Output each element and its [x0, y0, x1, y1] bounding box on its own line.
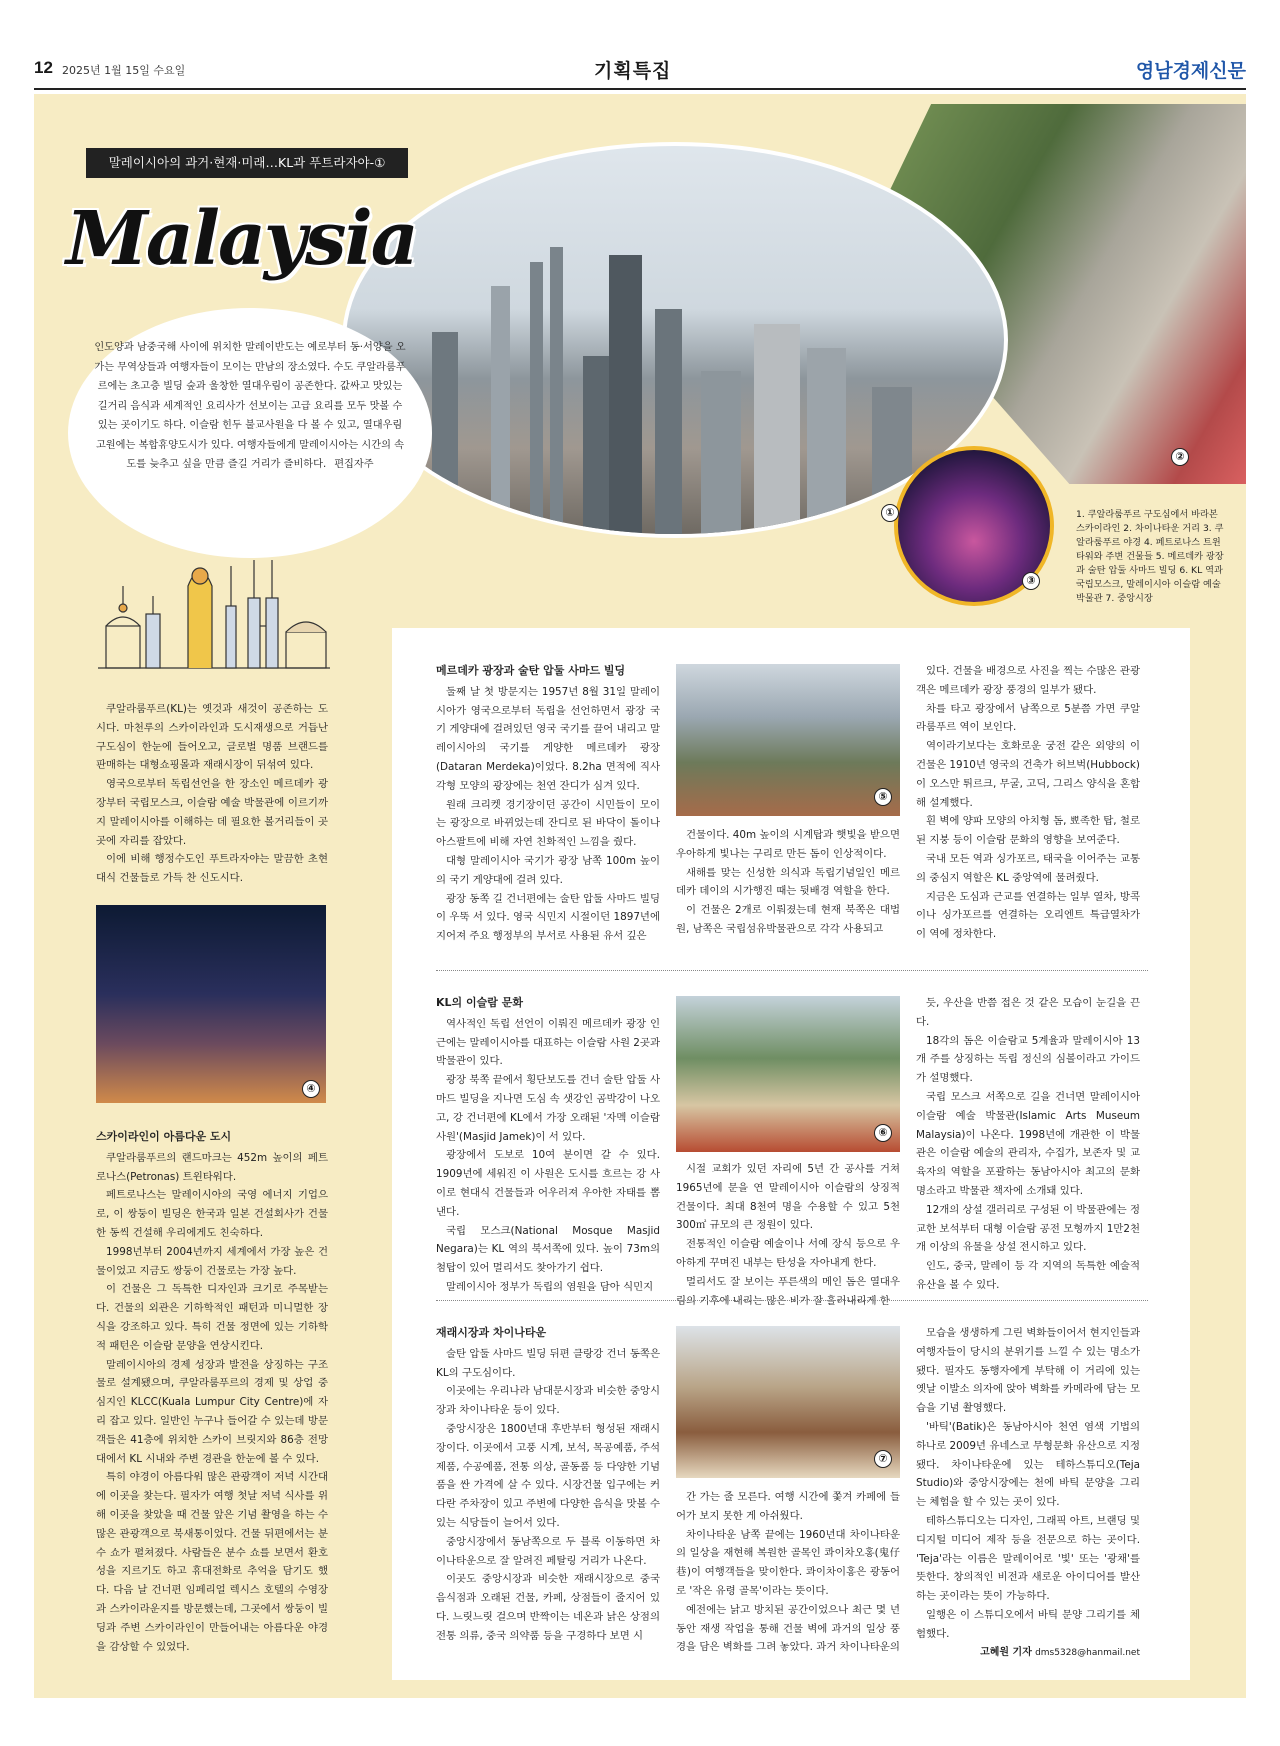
body-paragraph: 원래 크리켓 경기장이던 공간이 시민들이 모이는 광장으로 바뀌었는데 잔디로 된 바닥이 돌이나 아스팔트에 비해 자연 친화적인 느낌을 줬다.: [436, 798, 660, 849]
body-paragraph: 말레이시아 정부가 독립의 염원을 담아 식민지: [446, 1280, 654, 1293]
series-tag: 말레이시아의 과거·현재·미래…KL과 푸트라자야-①: [86, 148, 408, 178]
islam-column-2: [676, 1160, 900, 1310]
body-paragraph: 차이나타운 남쪽 끝에는 1960년대 차이나타운의 일상을 재현해 복원한 골목인 콰이차오홍(鬼仔巷)이 여행객들을 맞이한다. 콰이차이홍은 광동어로 '작은 유령 골목'이라는 뜻이다.: [676, 1528, 900, 1597]
section-title: 기획특집: [594, 60, 672, 82]
section-divider: [436, 970, 1148, 971]
body-paragraph: 12개의 상설 갤러리로 구성된 이 박물관에는 정교한 보석부터 대형 이슬람 공전 모형까지 1만2천 개 이상의 유물을 상설 전시하고 있다.: [916, 1203, 1140, 1254]
page-number: 12: [34, 58, 53, 77]
photo-number-badge: ②: [1171, 448, 1189, 466]
merdeka-column-3: [916, 662, 1140, 944]
section-heading: KL의 이슬람 문화: [436, 996, 523, 1009]
photo-number-badge: ⑥: [874, 1124, 892, 1142]
photo-number-badge: ①: [881, 504, 899, 522]
body-paragraph: 이곳도 중앙시장과 비슷한 재래시장으로 중국 음식점과 오래된 건물, 카페, 상점들이 줄지어 있다. 느릿느릿 걸으며 반짝이는 네온과 낡은 상점의 전통 의류, 중국 의약품 등을 구경하다 보면 시: [436, 1573, 660, 1642]
body-paragraph: '바틱'(Batik)은 동남아시아 천연 염색 기법의 하나로 2009년 유네스코 무형문화 유산으로 지정됐다. 차이나타운에 있는 테하스튜디오(Teja Studio)와 중앙시장에는 천에 바틱 문양을 그리는 체험을 할 수 있는 곳이 있다.: [916, 1420, 1140, 1509]
photo-number-badge: ④: [302, 1080, 320, 1098]
body-paragraph: 흰 벽에 양파 모양의 아치형 돔, 뾰족한 탑, 철로된 지붕 등이 이슬람 문화의 영향을 보여준다.: [916, 815, 1140, 847]
merdeka-column-2: [676, 826, 900, 939]
market-column-2: [676, 1488, 900, 1657]
photo-number-badge: ③: [1022, 572, 1040, 590]
body-paragraph: 광장에서 도보로 10여 분이면 갈 수 있다. 1909년에 세워진 이 사원은 도시를 흐르는 강 사이로 현대식 건물들과 어우러져 우아한 자태를 뽐낸다.: [436, 1149, 660, 1218]
masthead: [34, 50, 1246, 90]
merdeka-column-1: [436, 662, 660, 946]
body-paragraph: 예전에는 낡고 방치된 공간이었으나 최근 몇 년 동안 재생 작업을 통해 건물 벽에 과거의 일상 풍경을 담은 벽화를 그려 놓았다. 과거 차이나타운의: [676, 1603, 900, 1654]
body-paragraph: 있다. 건물을 배경으로 사진을 찍는 수많은 관광객은 메르데카 광장 풍경의 일부가 됐다.: [916, 665, 1140, 696]
author-email: dms5328@hanmail.net: [1035, 1647, 1140, 1658]
body-paragraph: 광장 동쪽 길 건너편에는 술탄 압둘 사마드 빌딩이 우뚝 서 있다. 영국 식민지 시절이던 1897년에 지어져 주요 행정부의 부서로 사용된 유서 깊은: [436, 892, 660, 943]
photo-merdeka-square: [676, 664, 900, 816]
body-paragraph: 특히 야경이 아름다워 많은 관광객이 저녁 시간대에 이곳을 찾는다. 필자가 여행 첫날 저녁 식사를 위해 이곳을 찾았을 때 건물 앞은 기념 촬영을 하는 수많은 관광객으로 북새통이었다. 건물 뒤편에서는 분수 쇼가 펼쳐졌다. 사람들은 분수 쇼를 보면서 환호성을 지르기도 하고 휴대전화로 추억을 담기도 했다. 다음 날 건너편 임페리얼 렉시스 호텔의 수영장과 스카이라운지를 방문했는데, 그곳에서 쌍둥이 빌딩과 주변 스카이라인이 만들어내는 아름다운 야경을 감상할 수 있었다.: [96, 1471, 328, 1653]
intro-paragraph: 영국으로부터 독립선언을 한 장소인 메르데카 광장부터 국립모스크, 이슬람 예술 박물관에 이르기까지 말레이시아를 이해하는 데 필요한 볼거리들이 곳곳에 자리를 잡았다.: [96, 778, 328, 847]
body-paragraph: 이 건물은 그 독특한 디자인과 크기로 주목받는다. 건물의 외관은 기하학적인 패턴과 미니멀한 장식을 강조하고 있다. 특히 건물 정면에 있는 기하학적 패턴은 이슬람 문양을 연상시킨다.: [96, 1283, 328, 1352]
body-paragraph: 국립 모스크(National Mosque Masjid Negara)는 KL 역의 북서쪽에 있다. 높이 73m의 첨탑이 있어 멀리서도 찾아가기 쉽다.: [436, 1224, 660, 1275]
section-heading: 스카이라인이 아름다운 도시: [96, 1130, 232, 1143]
body-paragraph: 말레이시아의 경제 성장과 발전을 상징하는 구조물로 설계됐으며, 쿠알라룸푸르의 경제 및 상업 중심지인 KLCC(Kuala Lumpur City Centre)에 자리 잡고 있다. 일반인 누구나 들어갈 수 있는데 방문객들은 41층에 위치한 스카이 브릿지와 86층 전망대에서 KL 시내와 주변 경관을 한눈에 볼 수 있다.: [96, 1358, 328, 1465]
author-byline: [916, 1644, 1140, 1663]
body-paragraph: 역사적인 독립 선언이 이뤄진 메르데카 광장 인근에는 말레이시아를 대표하는 이슬람 사원 2곳과 박물관이 있다.: [436, 1017, 660, 1068]
body-paragraph: 쿠알라룸푸르의 랜드마크는 452m 높이의 페트로나스(Petronas) 트윈타워다.: [96, 1151, 328, 1183]
body-paragraph: 이 건물은 2개로 이뤄졌는데 현재 북쪽은 대법원, 남쪽은 국립섬유박물관으로 각각 사용되고: [676, 904, 900, 935]
body-paragraph: 둘째 날 첫 방문지는 1957년 8월 31일 말레이시아가 영국으로부터 독립을 선언하면서 광장 국기 게양대에 걸려있던 영국 국기를 끌어 내리고 말레이시아의 국기를 게양한 메르데카 광장(Dataran Merdeka)이었다. 8.2ha 면적에 직사각형 모양의 광장에는 천연 잔디가 심겨 있다.: [436, 685, 660, 792]
body-paragraph: 간 가는 줄 모른다. 여행 시간에 쫓겨 카페에 들어가 보지 못한 게 아쉬웠다.: [676, 1491, 900, 1522]
intro-paragraph: 이에 비해 행정수도인 푸트라자야는 말끔한 초현대식 건물들로 가득 찬 신도시다.: [96, 853, 328, 885]
body-paragraph: 전통적인 이슬람 예술이나 서예 장식 등으로 우아하게 꾸며진 내부는 탄성을 자아내게 한다.: [676, 1238, 900, 1269]
photo-number-badge: ⑤: [874, 788, 892, 806]
skyline-section-column: [96, 1128, 328, 1656]
body-paragraph: 모습을 생생하게 그린 벽화들이어서 현지인들과 여행자들이 당시의 분위기를 느낄 수 있는 명소가 됐다. 필자도 동행자에게 부탁해 이 거리에 있는 옛날 이발소 의자에 앉아 벽화를 카메라에 담는 모습을 기념 촬영했다.: [916, 1327, 1140, 1415]
section-heading: 메르데카 광장과 술탄 압둘 사마드 빌딩: [436, 664, 626, 677]
body-paragraph: 이곳에는 우리나라 남대문시장과 비슷한 중앙시장과 차이나타운 등이 있다.: [436, 1385, 660, 1417]
photo-central-market: [676, 1326, 900, 1478]
photo-number-badge: ⑦: [874, 1450, 892, 1468]
feature-title: Malaysia: [66, 196, 417, 282]
body-paragraph: 국립 모스크 서쪽으로 길을 건너면 말레이시아 이슬람 예술 박물관(Islamic Arts Museum Malaysia)이 나온다. 1998년에 개관한 이 박물관은 이슬람 예술의 관리자, 수집가, 보존자 및 교육자의 역할을 포괄하는 동남아시아 최고의 문화명소라고 박물관 책자에 소개돼 있다.: [916, 1090, 1140, 1197]
photo-caption: 1. 쿠알라룸푸르 구도심에서 바라본 스카이라인 2. 차이나타운 거리 3. 쿠알라룸푸르 야경 4. 페트로나스 트윈타워와 주변 건물들 5. 메르데카 광장과 술탄 압둘 사마드 빌딩 6. KL 역과 국립모스크, 말레이시아 이슬람 예술 박물관 7. 중앙시장: [1076, 509, 1224, 604]
body-paragraph: 국내 모든 역과 싱가포르, 태국을 이어주는 교통의 중심지 역할은 KL 중앙역에 물려줬다.: [916, 852, 1140, 884]
section-divider: [436, 1300, 1148, 1301]
islam-column-3: [916, 994, 1140, 1295]
intro-paragraph: 쿠알라룸푸르(KL)는 옛것과 새것이 공존하는 도시다. 마천루의 스카이라인과 도시재생으로 거듭난 구도심이 한눈에 들어오고, 글로벌 명품 브랜드를 판매하는 대형쇼핑몰과 재래시장이 뒤섞여 있다.: [96, 703, 328, 772]
body-paragraph: 지금은 도심과 근교를 연결하는 일부 열차, 방콕이나 싱가포르를 연결하는 오리엔트 특급열차가 이 역에 정차한다.: [916, 890, 1140, 941]
photo-national-mosque: [676, 996, 900, 1152]
body-paragraph: 듯, 우산을 반쯤 접은 것 같은 모습이 눈길을 끈다.: [916, 997, 1140, 1028]
body-paragraph: 차를 타고 광장에서 남쪽으로 5분쯤 가면 쿠알라룸푸르 역이 보인다.: [916, 702, 1140, 734]
body-paragraph: 1998년부터 2004년까지 세계에서 가장 높은 건물이었고 지금도 쌍둥이 건물로는 가장 높다.: [96, 1245, 328, 1277]
body-paragraph: 역이라기보다는 호화로운 궁전 같은 외양의 이 건물은 1910년 영국의 건축가 허브벅(Hubbock)이 오스만 튀르크, 무굴, 고딕, 그리스 양식을 혼합해 설계했다.: [916, 740, 1140, 809]
lead-body: 인도양과 남중국해 사이에 위치한 말레이반도는 예로부터 동·서양을 오가는 무역상들과 여행자들이 모이는 만남의 장소였다. 수도 쿠알라룸푸르에는 초고층 빌딩 숲과 울창한 열대우림이 공존한다. 값싸고 맛있는 길거리 음식과 세계적인 요리사가 선보이는 고급 요리를 모두 맛볼 수 있는 곳이기도 하다. 이슬람 힌두 불교사원을 다 볼 수 있고, 열대우림 고원에는 복합휴양도시가 있다. 여행자들에게 말레이시아는 시간의 속도를 늦추고 싶을 만큼 즐길 거리가 즐비하다.: [94, 342, 406, 470]
body-paragraph: 술탄 압둘 사마드 빌딩 뒤편 클랑강 건너 동쪽은 KL의 구도심이다.: [436, 1347, 660, 1379]
market-column-3: [916, 1324, 1140, 1662]
body-paragraph: 페트로나스는 말레이시아의 국영 에너지 기업으로, 이 쌍둥이 빌딩은 한국과 일본 건설회사가 건물 한 동씩 건설해 우리에게도 친숙하다.: [96, 1189, 328, 1239]
body-paragraph: 시절 교회가 있던 자리에 5년 간 공사를 거쳐 1965년에 문을 연 말레이시아 이슬람의 상징적 건물이다. 최대 8천여 명을 수용할 수 있고 5천300㎡ 규모의 큰 정원이 있다.: [676, 1163, 900, 1232]
body-paragraph: 18각의 돔은 이슬람교 5계율과 말레이시아 13개 주를 상징하는 독립 정신의 심볼이라고 가이드가 설명했다.: [916, 1034, 1140, 1085]
body-paragraph: 테하스튜디오는 디자인, 그래픽 아트, 브랜딩 및 디지털 미디어 제작 등을 전문으로 하는 곳이다. 'Teja'라는 이름은 말레이어로 '빛' 또는 '광채'를 뜻한다. 창의적인 비전과 새로운 아이디어를 발산하는 곳이라는 뜻이 가능하다.: [916, 1514, 1140, 1603]
body-paragraph: 멀리서도 잘 보이는 푸른색의 메인 돔은 열대우림의 기후에 내리는 많은 비가 잘 흘러내리게 한: [676, 1275, 900, 1307]
body-paragraph: 새해를 맞는 신성한 의식과 독립기념일인 메르데카 데이의 시가행진 때는 뒷배경 역할을 한다.: [676, 866, 900, 898]
islam-column-1: [436, 994, 660, 1297]
body-paragraph: 중앙시장은 1800년대 후반부터 형성된 재래시장이다. 이곳에서 고풍 시계, 보석, 목공예품, 주석제품, 수공예품, 전통 의상, 골동품 등 다양한 기념품을 싼 가격에 살 수 있다. 시장건물 입구에는 커다란 주차장이 있고 주변에 다양한 음식을 맛볼 수 있는 식당들이 늘어서 있다.: [436, 1422, 660, 1529]
kl-landmarks-illustration: [96, 546, 332, 670]
issue-date: 2025년 1월 15일 수요일: [62, 64, 186, 77]
section-heading: 재래시장과 차이나타운: [436, 1326, 547, 1339]
intro-column: [96, 700, 328, 888]
body-paragraph: 일행은 이 스튜디오에서 바틱 문양 그리기를 체험했다.: [916, 1608, 1140, 1640]
author-name: 고혜원 기자: [980, 1646, 1032, 1658]
body-paragraph: 중앙시장에서 동남쪽으로 두 블록 이동하면 차이나타운으로 잘 알려진 페탈링 거리가 나온다.: [436, 1535, 660, 1567]
market-column-1: [436, 1324, 660, 1646]
lead-text: [92, 338, 408, 475]
body-paragraph: 광장 북쪽 끝에서 횡단보도를 건너 술탄 압둘 사마드 빌딩을 지나면 도심 속 샛강인 곰박강이 나오고, 강 건너편에 KL에서 가장 오래된 '자멕 이슬람 사원'(Masjid Jamek)이 서 있다.: [436, 1074, 660, 1143]
photo-petronas-towers: [96, 905, 326, 1103]
lead-byline: 편집자주: [334, 459, 374, 470]
body-paragraph: 대형 말레이시아 국기가 광장 남쪽 100m 높이의 국기 게양대에 걸려 있다.: [436, 854, 660, 886]
body-paragraph: 건물이다. 40m 높이의 시계탑과 햇빛을 받으면 우아하게 빛나는 구리로 만든 돔이 인상적이다.: [676, 829, 900, 860]
body-paragraph: 인도, 중국, 말레이 등 각 지역의 독특한 예술적 유산을 볼 수 있다.: [916, 1260, 1140, 1291]
newspaper-name: 영남경제신문: [1135, 60, 1246, 82]
skyline-illustration: [346, 146, 1004, 534]
